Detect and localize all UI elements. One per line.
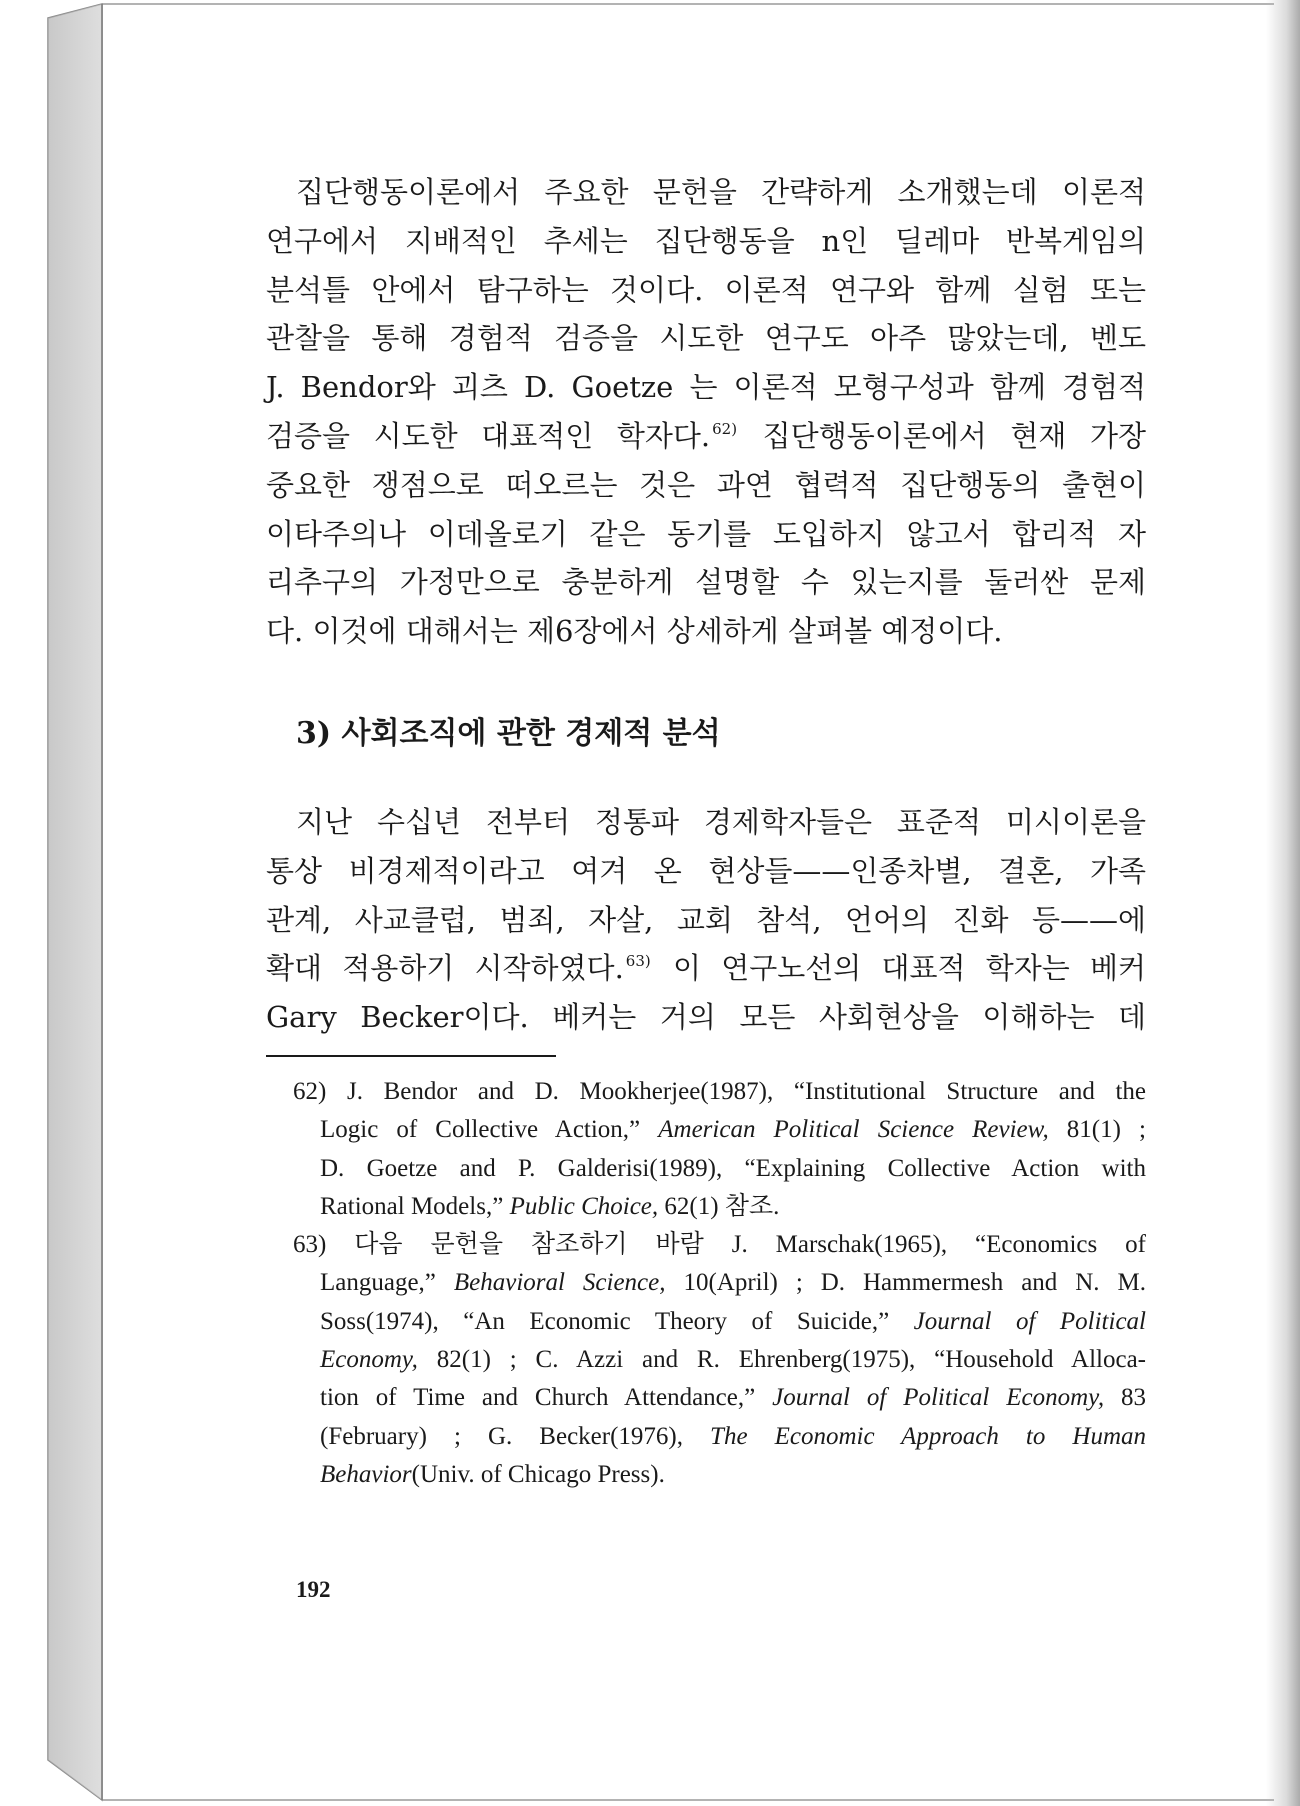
footnote-line bbox=[293, 1418, 1146, 1456]
footnote-text: 81(1) ; bbox=[1048, 1116, 1146, 1144]
footnote-text: tion of Time and Church Attendance,” bbox=[320, 1384, 773, 1412]
journal-title: Behavioral Science, bbox=[453, 1269, 666, 1297]
text-line: J. Bendor와 괴츠 D. Goetze 는 이론적 모형구성과 함께 경험적 bbox=[266, 370, 1146, 405]
text-line: 지난 수십년 전부터 정통파 경제학자들은 표준적 미시이론을 bbox=[296, 805, 1146, 839]
text-fragment: 확대 적용하기 시작하였다. bbox=[266, 951, 624, 986]
footnotes bbox=[293, 1073, 1146, 1494]
text-fragment: 이 연구노선의 대표적 학자는 베커 bbox=[672, 951, 1147, 986]
footnote-63 bbox=[293, 1226, 1146, 1494]
journal-title: Public Choice, bbox=[509, 1192, 659, 1220]
footnote-text: Language,” bbox=[320, 1269, 454, 1297]
footnote-separator bbox=[266, 1055, 556, 1057]
text-line: 관찰을 통해 경험적 검증을 시도한 연구도 아주 많았는데, 벤도 bbox=[266, 321, 1146, 356]
footnote-text: 83 bbox=[1104, 1384, 1147, 1412]
text-line: 집단행동이론에서 주요한 문헌을 간략하게 소개했는데 이론적 bbox=[296, 175, 1146, 209]
footnote-text: (February) ; G. Becker(1976), bbox=[320, 1422, 711, 1450]
text-line: 리추구의 가정만으로 충분하게 설명할 수 있는지를 둘러싼 문제 bbox=[266, 565, 1146, 600]
text-line: 분석틀 안에서 탐구하는 것이다. 이론적 연구와 함께 실험 또는 bbox=[266, 272, 1146, 307]
footnote-line: D. Goetze and P. Galderisi(1989), “Explaining Collective Action with bbox=[320, 1154, 1146, 1182]
paragraph-collective-action bbox=[266, 168, 1146, 656]
page-content bbox=[266, 168, 1147, 1488]
footnote-text: (Univ. of Chicago Press). bbox=[411, 1460, 665, 1488]
footnote-line bbox=[293, 1111, 1146, 1149]
text-line: 이타주의나 이데올로기 같은 동기를 도입하지 않고서 합리적 자 bbox=[266, 516, 1146, 551]
book-title: Behavior bbox=[320, 1460, 412, 1488]
footnote-text: J. Bendor and D. Mookherjee(1987), “Institutional Structure and the bbox=[346, 1078, 1146, 1105]
text-line: 다. 이것에 대해서는 제6장에서 상세하게 살펴볼 예정이다. bbox=[266, 614, 1003, 649]
footnote-line bbox=[293, 1226, 1146, 1264]
journal-title: Economy, bbox=[320, 1346, 418, 1374]
footnote-number: 62) bbox=[293, 1078, 327, 1105]
journal-title: Journal of Political bbox=[913, 1307, 1146, 1335]
footnote-line bbox=[293, 1073, 1146, 1111]
footnote-text: Soss(1974), “An Economic Theory of Suicide,” bbox=[320, 1307, 914, 1335]
paragraph-economic-analysis bbox=[266, 798, 1146, 1042]
text-line: 연구에서 지배적인 추세는 집단행동을 n인 딜레마 반복게임의 bbox=[266, 223, 1146, 258]
text-line bbox=[266, 944, 1146, 993]
footnote-line bbox=[293, 1341, 1146, 1379]
text-line: 통상 비경제적이라고 여겨 온 현상들——인종차별, 결혼, 가족 bbox=[266, 853, 1146, 888]
footnote-ref-62: 62) bbox=[712, 419, 738, 438]
footnote-text: 62(1) 참조. bbox=[658, 1192, 780, 1220]
page-number: 192 bbox=[296, 1577, 331, 1602]
text-line bbox=[266, 412, 1146, 461]
journal-title: Journal of Political Economy, bbox=[772, 1384, 1105, 1412]
footnote-line bbox=[293, 1303, 1146, 1341]
section-heading: 3) 사회조직에 관한 경제적 분석 bbox=[296, 716, 721, 751]
footnote-text: 82(1) ; C. Azzi and R. Ehrenberg(1975), “Household Alloca- bbox=[417, 1346, 1146, 1374]
footnote-line bbox=[293, 1264, 1146, 1302]
footnote-text: Logic of Collective Action,” bbox=[320, 1116, 659, 1144]
footnote-text: Rational Models,” bbox=[320, 1192, 510, 1220]
footnote-62 bbox=[293, 1073, 1146, 1226]
text-line: Gary Becker이다. 베커는 거의 모든 사회현상을 이해하는 데 bbox=[266, 1000, 1146, 1035]
journal-title: American Political Science Review, bbox=[658, 1116, 1049, 1144]
footnote-line bbox=[293, 1456, 1146, 1494]
footnote-number: 63) bbox=[293, 1231, 327, 1259]
footnote-text: 10(April) ; D. Hammermesh and N. M. bbox=[665, 1269, 1146, 1297]
text-line: 중요한 쟁점으로 떠오르는 것은 과연 협력적 집단행동의 출현이 bbox=[266, 467, 1146, 502]
page-shadow bbox=[1266, 0, 1300, 1806]
text-fragment: 검증을 시도한 대표적인 학자다. bbox=[266, 418, 711, 453]
footnote-line bbox=[293, 1188, 1146, 1226]
text-line: 관계, 사교클럽, 범죄, 자살, 교회 참석, 언어의 진화 등——에 bbox=[266, 902, 1146, 937]
book-title: The Economic Approach to Human bbox=[710, 1422, 1146, 1450]
footnote-line bbox=[293, 1379, 1146, 1417]
text-fragment: 집단행동이론에서 현재 가장 bbox=[762, 418, 1146, 453]
footnote-text: 다음 문헌을 참조하기 바람 J. Marschak(1965), “Economics of bbox=[354, 1231, 1147, 1259]
footnote-ref-63: 63) bbox=[625, 952, 651, 971]
